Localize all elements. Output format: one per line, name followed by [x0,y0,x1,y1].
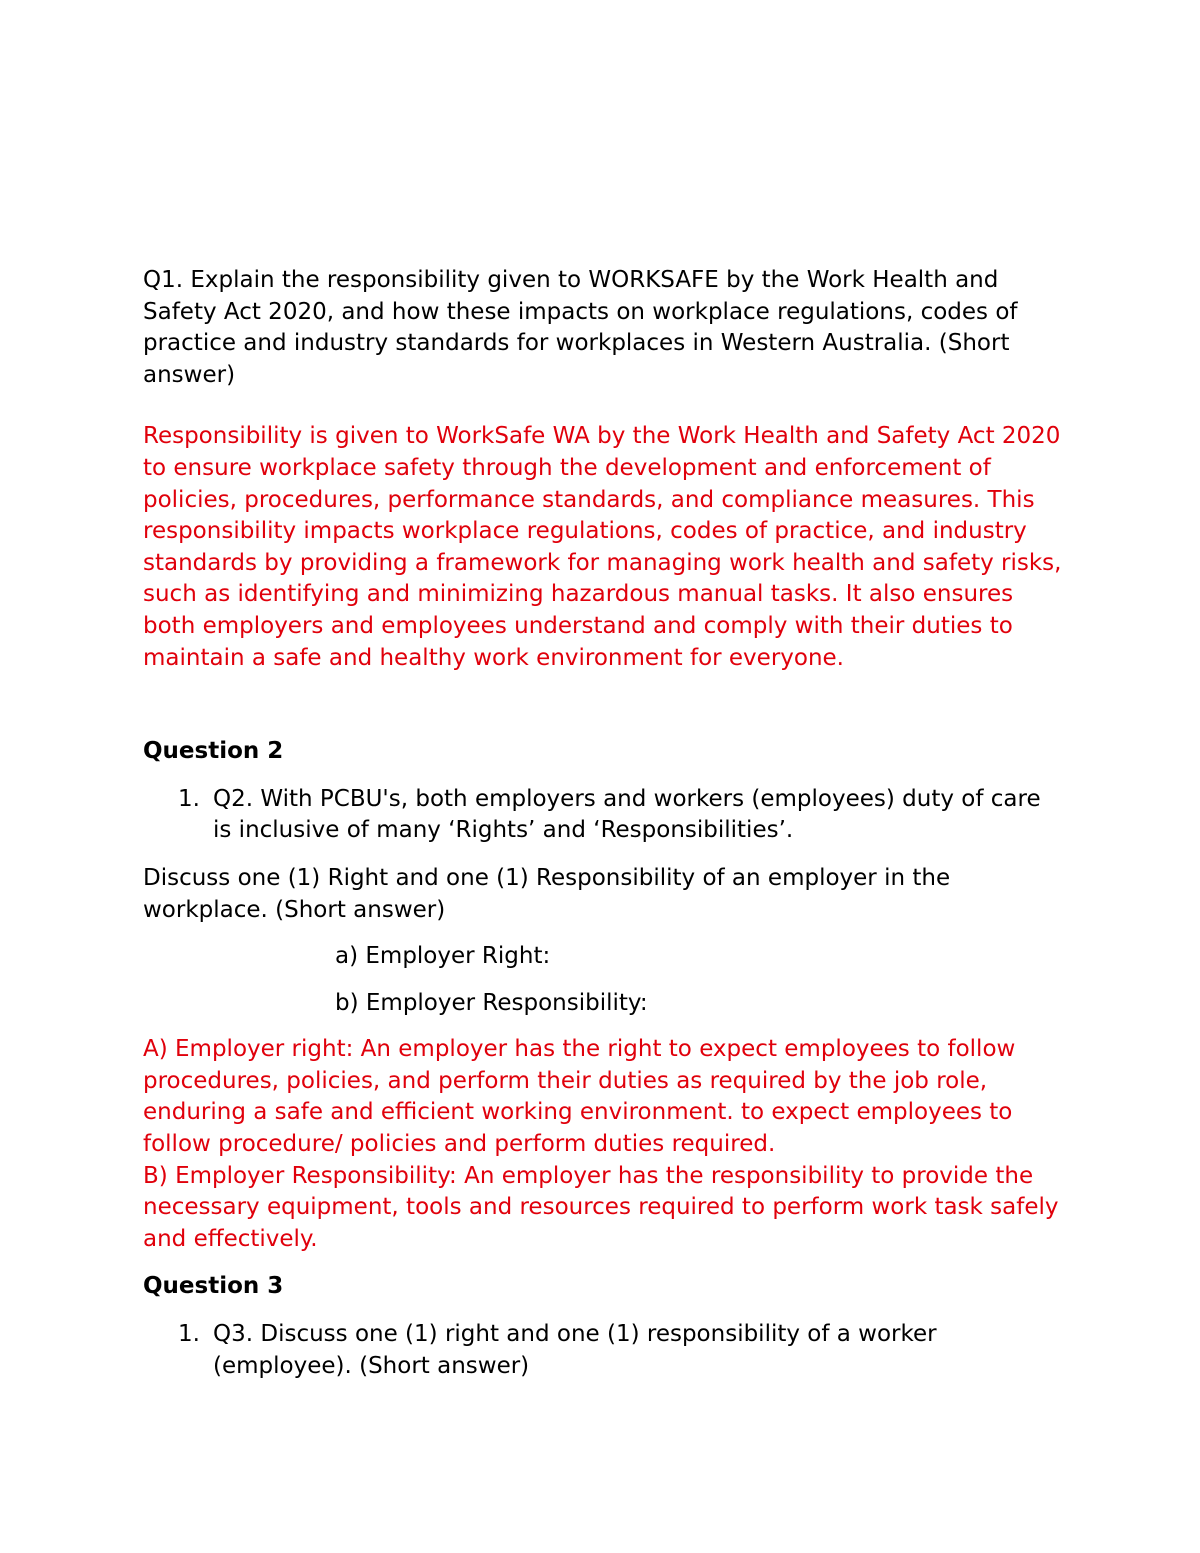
q2-item-text: Q2. With PCBU's, both employers and workers (employees) duty of care is inclusive of many ‘Rights’ and ‘Responsibilities’. [213,785,1041,844]
q1-answer-text: Responsibility is given to WorkSafe WA by the Work Health and Safety Act 2020 to ensure workplace safety through the development and enforcement of policies, procedures, performance standards, and compliance measures. This responsibility impacts workplace regulations, codes of practice, and industry standards by providing a framework for managing work health and safety risks, such as identifying and minimizing hazardous manual tasks. It also ensures both employers and employees understand and comply with their duties to maintain a safe and healthy work environment for everyone. [143,423,1062,671]
q3-item-number: 1. [178,1321,200,1348]
q2-discuss-text: Discuss one (1) Right and one (1) Responsibility of an employer in the workplace. (Short answer) [143,864,951,923]
document-page [143,265,1063,1398]
q3-item-text: Q3. Discuss one (1) right and one (1) responsibility of a worker (employee). (Short answer) [213,1321,937,1379]
q2-sub-item-b: b) Employer Responsibility: [335,989,648,1016]
q2-answer-b: B) Employer Responsibility: An employer has the responsibility to provide the necessary equipment, tools and resources required to perform work task safely and effectively. [143,1162,1059,1252]
question-2-heading: Question 2 [143,738,284,765]
q2-answer-a: A) Employer right: An employer has the right to expect employees to follow procedures, policies, and perform their duties as required by the job role, enduring a safe and efficient working environment. to expect employees to follow procedure/ policies and perform duties required. [143,1036,1016,1158]
q2-sub-item-a: a) Employer Right: [335,943,551,970]
q2-answer-block [143,1034,1063,1255]
q2-numbered-item [143,784,1063,847]
q3-numbered-item [143,1319,1063,1382]
q1-question-text: Q1. Explain the responsibility given to WORKSAFE by the Work Health and Safety Act 2020, and how these impacts on workplace regulations, codes of practice and industry standards for workplaces in Western Australia. (Short answer) [143,267,1018,388]
q2-item-number: 1. [178,785,200,812]
question-3-heading: Question 3 [143,1273,284,1300]
